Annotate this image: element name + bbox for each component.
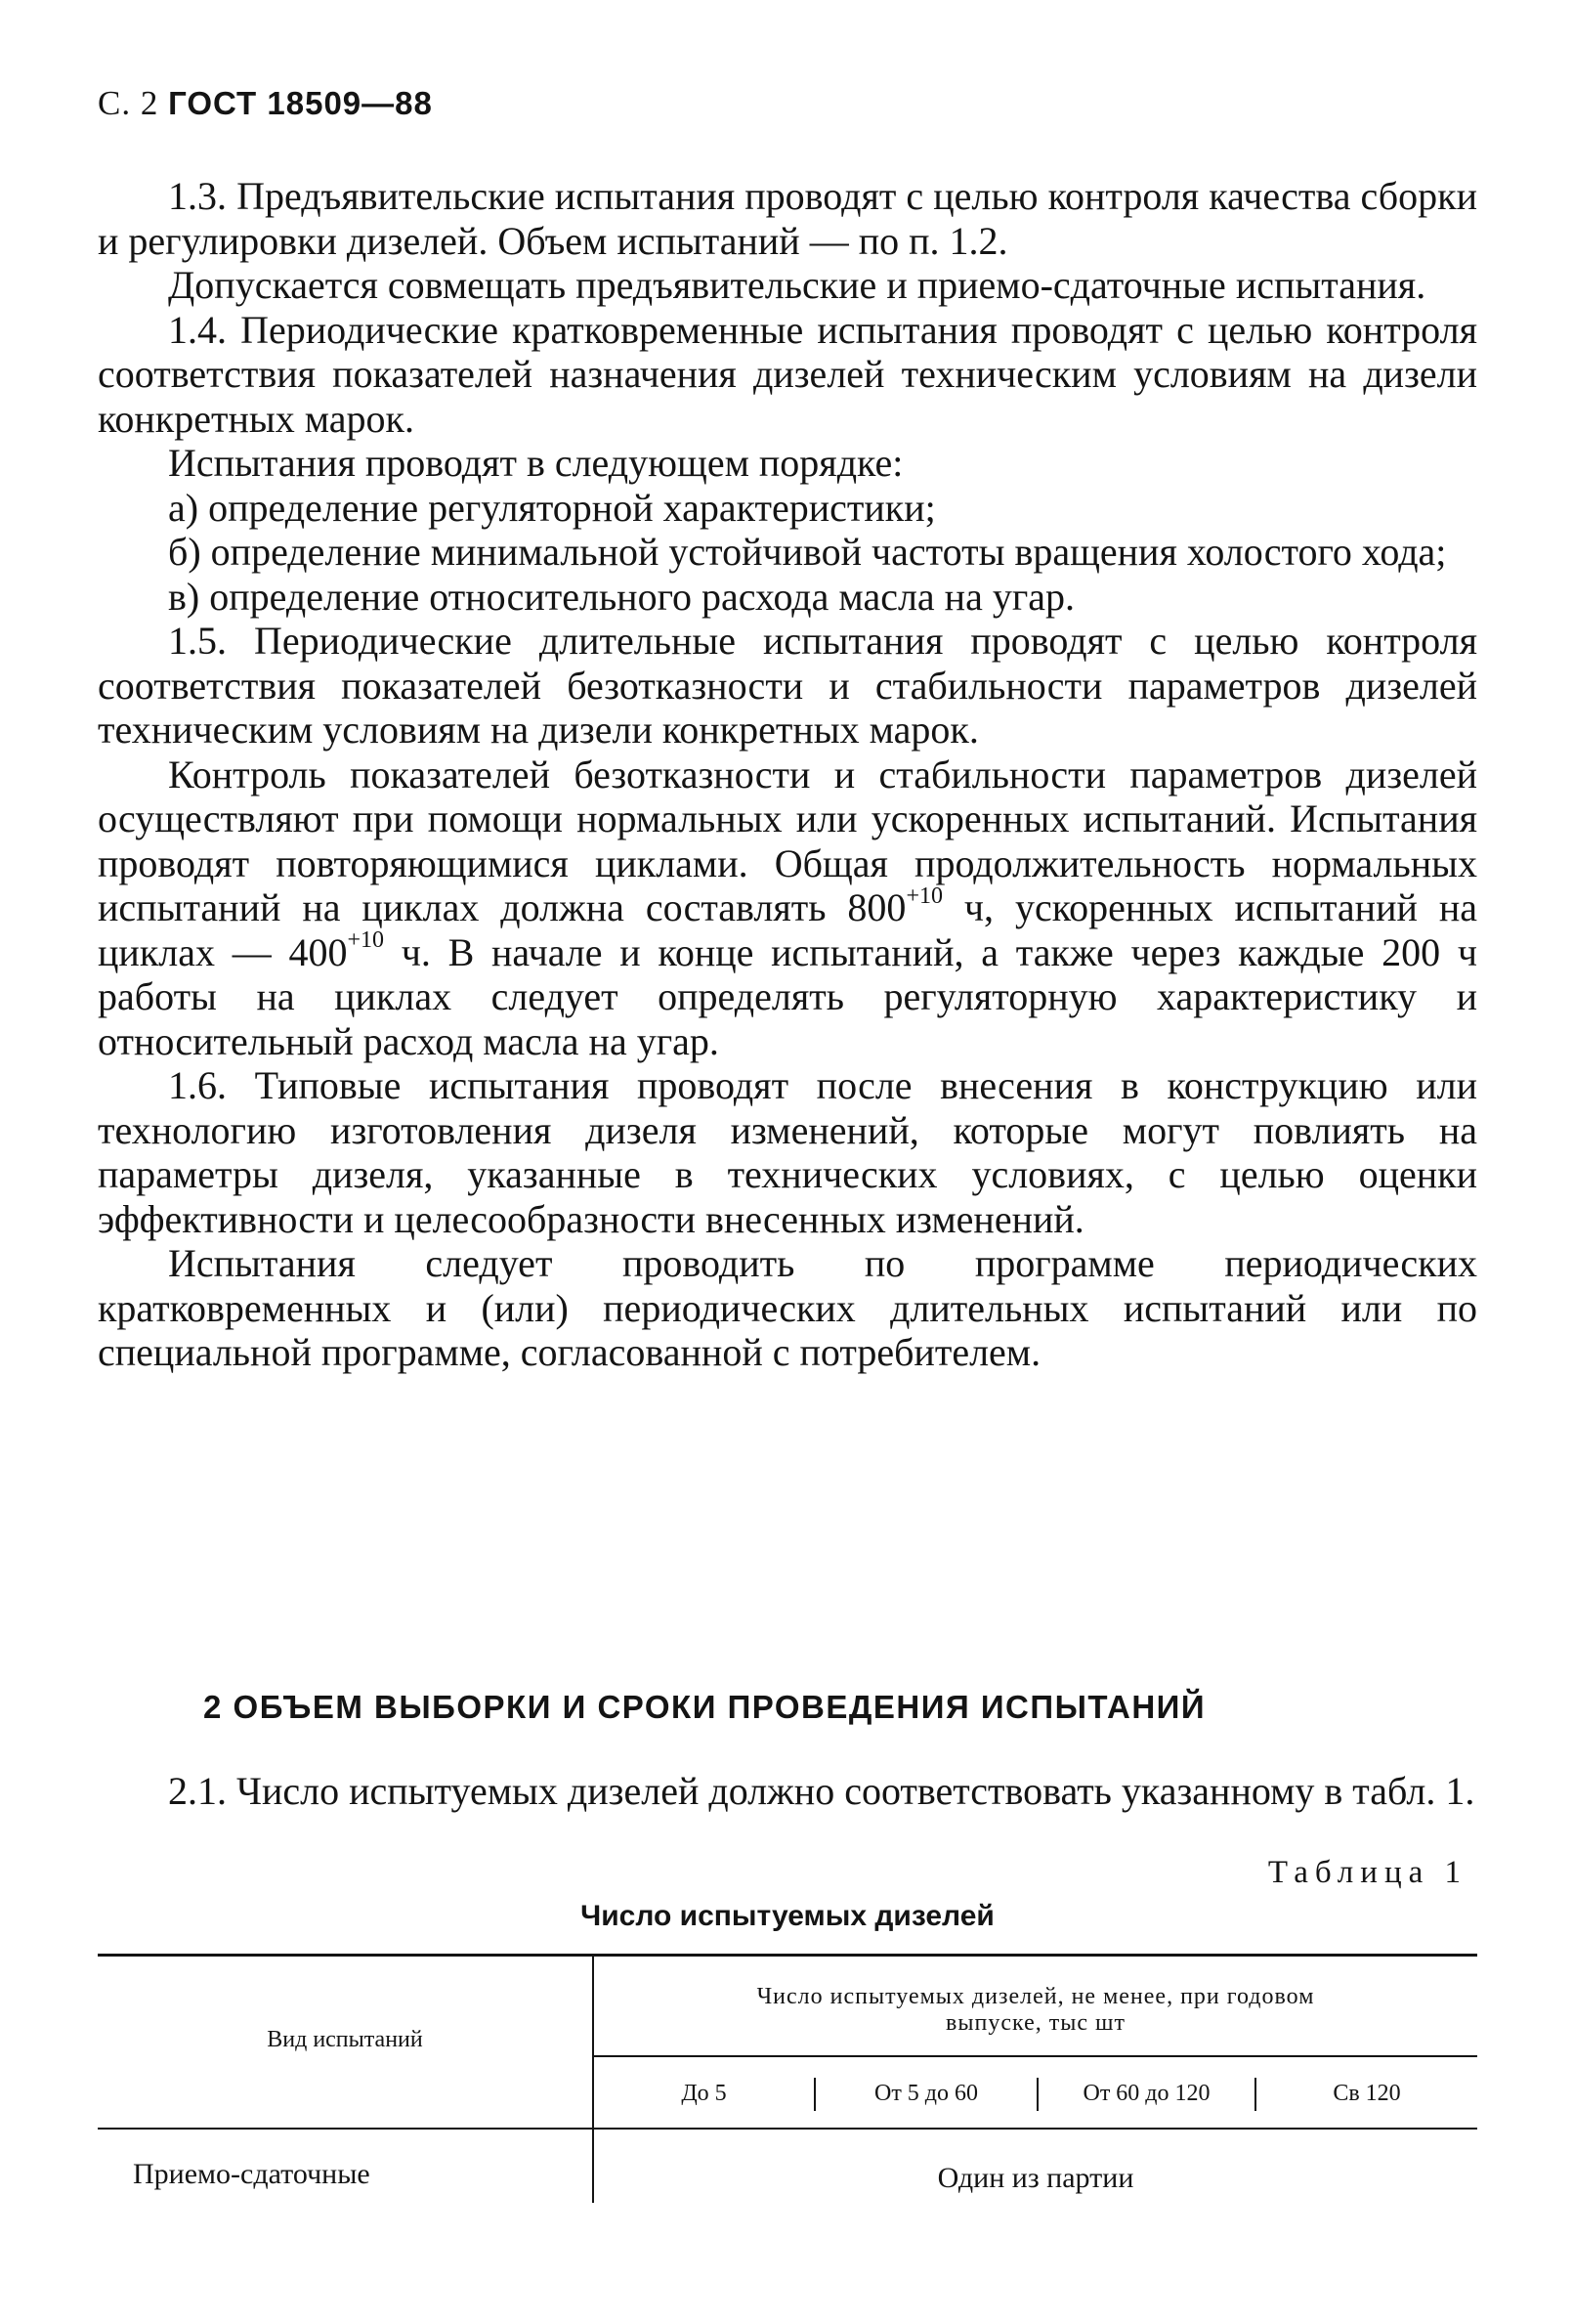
table-row-type: Приемо-сдаточные bbox=[133, 2158, 370, 2190]
list-item-b: б) определение минимальной устойчивой частоты вращения холостого хода; bbox=[168, 530, 1447, 574]
group-header: Число испытуемых дизелей, не менее, при годовом выпуске, тыс шт bbox=[756, 1984, 1315, 2036]
section-title: 2 ОБЪЕМ ВЫБОРКИ И СРОКИ ПРОВЕДЕНИЯ ИСПЫТАНИЙ bbox=[203, 1689, 1207, 1725]
subheader-60-to-120: От 60 до 120 bbox=[1083, 2081, 1211, 2106]
paragraph-1-3-note: Допускается совмещать предъявительские и приемо-сдаточные испытания. bbox=[168, 263, 1426, 307]
standard-number: ГОСТ 18509—88 bbox=[168, 85, 433, 121]
group-header-rule bbox=[594, 2055, 1477, 2057]
list-item-v: в) определение относительного расхода масла на угар. bbox=[168, 574, 1075, 619]
body-text bbox=[98, 174, 1477, 1375]
paragraph-2-1: 2.1. Число испытуемых дизелей должно соответствовать указанному в табл. 1. bbox=[168, 1769, 1475, 1813]
paragraph-1-6-program: Испытания следует проводить по программе периодических кратковременных и (или) периодических длительных испытаний или по специальной программе, согласованной с потребителем. bbox=[98, 1241, 1477, 1374]
list-item-a: а) определение регуляторной характеристики; bbox=[168, 485, 936, 530]
tolerance-superscript: +10 bbox=[906, 882, 943, 909]
text-run: ч. В начале и конце испытаний, а также через каждые 200 ч работы на циклах следует определять регуляторную характеристику и относительный расход масла на угар. bbox=[98, 929, 1477, 1063]
subheader-5-to-60: От 5 до 60 bbox=[873, 2081, 979, 2106]
table-label: Таблица 1 bbox=[1267, 1855, 1467, 1890]
text-run: ч, ускоренных испытаний на циклах — 400 bbox=[98, 885, 1477, 974]
text-run: Контроль показателей безотказности и стабильности параметров дизелей осуществляют при помощи нормальных или ускоренных испытаний. Испытания проводят повторяющимися циклами. Общая продолжительность нормальных испытаний на циклах должна составлять 800 bbox=[98, 752, 1477, 929]
column-header-test-type: Вид испытаний bbox=[267, 2027, 423, 2052]
table-top-rule bbox=[98, 1954, 1477, 1957]
paragraph-1-4-order: Испытания проводят в следующем порядке: bbox=[168, 441, 904, 485]
paragraph-1-4: 1.4. Периодические кратковременные испытания проводят с целью контроля соответствия показателей назначения дизелей техническим условиям на дизели конкретных марок. bbox=[98, 307, 1477, 441]
subheader-over-120: Св 120 bbox=[1333, 2081, 1401, 2106]
paragraph-1-6: 1.6. Типовые испытания проводят после внесения в конструкцию или технологию изготовления дизеля изменений, которые могут повлиять на параметры дизеля, указанные в технических условиях, с целью оценки эффективности и целесообразности внесенных изменений. bbox=[98, 1063, 1477, 1241]
page-header bbox=[98, 84, 433, 123]
tolerance-superscript: +10 bbox=[347, 927, 384, 954]
paragraph-1-5-control bbox=[98, 753, 1477, 1064]
table-row-value: Один из партии bbox=[937, 2162, 1134, 2194]
page-number: С. 2 bbox=[98, 84, 159, 122]
paragraph-1-5: 1.5. Периодические длительные испытания проводят с целью контроля соответствия показателей безотказности и стабильности параметров дизелей техническим условиям на дизели конкретных марок. bbox=[98, 619, 1477, 752]
table-caption: Число испытуемых дизелей bbox=[580, 1900, 995, 1932]
subheader-up-to-5: До 5 bbox=[681, 2081, 727, 2106]
table-header-rule bbox=[98, 2128, 1477, 2130]
paragraph-1-3: 1.3. Предъявительские испытания проводят с целью контроля качества сборки и регулировки дизелей. Объем испытаний — по п. 1.2. bbox=[98, 174, 1477, 263]
